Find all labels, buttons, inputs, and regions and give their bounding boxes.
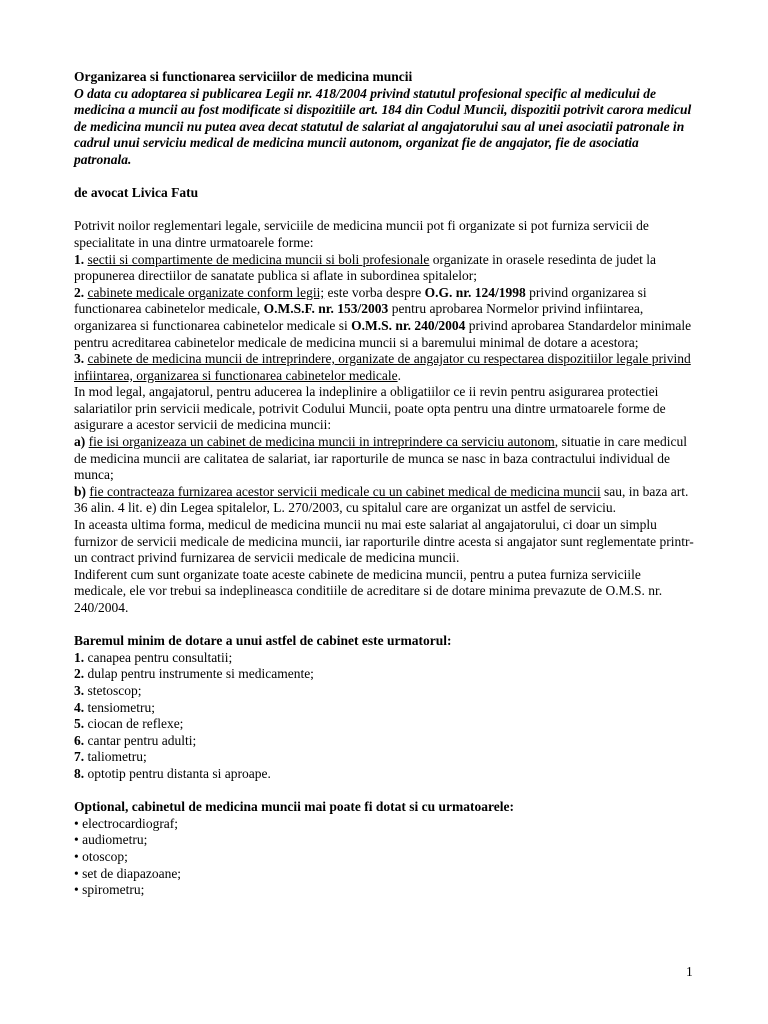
list-item: 6. cantar pentru adulti; (74, 732, 197, 748)
option-a (74, 434, 696, 484)
accreditation-paragraph: Indiferent cum sunt organizate toate aceste cabinete de medicina muncii, pentru a putea furniza serviciile medicale, ele vor trebui sa indeplineasca conditiile de acreditare si de dotare minima prevazute de O.M.S. nr. 240/2004. (74, 566, 663, 615)
optional-heading: Optional, cabinetul de medicina muncii mai poate fi dotat si cu urmatoarele: (74, 799, 514, 815)
list-item: 4. tensiometru; (74, 699, 155, 715)
form-underlined-text: sectii si compartimente de medicina muncii si boli profesionale (87, 251, 430, 267)
option-text: , situatie in care medicul de medicina muncii are calitatea de salariat, iar raporturile de munca se nasc in baza contractului individual de munca; (74, 434, 688, 483)
article-title: Organizarea si functionarea serviciilor de medicina muncii (74, 69, 413, 84)
form-text: pentru aprobarea Normelor privind infiintarea, organizarea si functionarea cabinetelor medicale si (74, 301, 644, 333)
form-number: 1. (74, 251, 85, 267)
form-number: 2. (74, 284, 85, 300)
form-text: privind aprobarea Standardelor minimale pentru acreditarea cabinetelor medicale de medicina muncii si a baremului minimal de dotare a acestora; (74, 317, 692, 350)
law-reference: O.G. nr. 124/1998 (424, 284, 526, 300)
form-text: organizate in orasele resedinta de judet la propunerea directiilor de sanatate publica si aflate in subordinea spitalelor; (74, 251, 656, 284)
bullet-item: • electrocardiograf; (74, 815, 179, 831)
option-label: b) (74, 483, 87, 499)
intro-paragraph: Potrivit noilor reglementari legale, serviciile de medicina muncii pot fi organizate si pot furniza servicii de specialitate in una dintre urmatoarele forme: (74, 218, 649, 250)
form-item-3 (74, 351, 696, 384)
bullet-item: • audiometru; (74, 832, 148, 848)
form-text: . (397, 367, 401, 383)
bullet-icon: • (74, 848, 79, 864)
document-body (74, 69, 696, 899)
list-item: 7. taliometru; (74, 749, 147, 765)
page-number: 1 (686, 964, 693, 979)
form-underlined-text: cabinete medicale organizate conform legii; (87, 284, 325, 300)
bullet-item: • spirometru; (74, 882, 145, 898)
list-item: 3. stetoscop; (74, 682, 142, 698)
last-form-paragraph: In aceasta ultima forma, medicul de medicina muncii nu mai este salariat al angajatorului, ci doar un simplu furnizor de servicii medicale de medicina muncii, iar raporturile dintre acesta si angajator sunt reglementate printr-un contract privind furnizarea de servicii medicale de medicina muncii. (74, 517, 694, 566)
form-text: este vorba despre (324, 284, 425, 300)
list-item: 1. canapea pentru consultatii; (74, 649, 233, 665)
bullet-icon: • (74, 832, 79, 848)
list-item: 5. ciocan de reflexe; (74, 716, 184, 732)
form-text: privind organizarea si functionarea cabinetelor medicale, (74, 284, 647, 317)
bullet-item: • otoscop; (74, 848, 128, 864)
option-underlined-text: fie isi organizeaza un cabinet de medicina muncii in intreprindere ca serviciu autonom (88, 434, 555, 450)
form-item-1 (74, 252, 696, 285)
option-label: a) (74, 434, 86, 450)
bullet-icon: • (74, 815, 79, 831)
option-text: sau, in baza art. 36 alin. 4 lit. e) din Legea spitalelor, L. 270/2003, cu spitalul care are organizat un astfel de serviciu. (74, 483, 689, 516)
legal-paragraph: In mod legal, angajatorul, pentru aducerea la indeplinire a obligatiilor ce ii revin pentru asigurarea protectiei salariatilor prin servicii medicale, potrivit Codului Muncii, poate opta pentru una dintre urmatoarele forme de asigurare a acestor servicii de medicina muncii: (74, 384, 666, 433)
law-reference: O.M.S. nr. 240/2004 (351, 317, 466, 333)
option-b (74, 484, 696, 517)
law-reference: O.M.S.F. nr. 153/2003 (263, 301, 389, 317)
option-underlined-text: fie contracteaza furnizarea acestor servicii medicale cu un cabinet medical de medicina muncii (89, 483, 601, 499)
list-item: 2. dulap pentru instrumente si medicamente; (74, 666, 314, 682)
article-lead: O data cu adoptarea si publicarea Legii nr. 418/2004 privind statutul profesional specific al medicului de medicina a muncii au fost modificate si dispozitiile art. 184 din Codul Muncii, dispozitii potrivit carora medicul de medicina muncii nu putea avea decat statutul de salariat al angajatorului sau al unei asociatii patronale in cadrul unui serviciu medical de medicina muncii autonom, organizat fie de angajator, fie de asociatia patronala. (74, 85, 692, 167)
list-item: 8. optotip pentru distanta si aproape. (74, 765, 271, 781)
bullet-item: • set de diapazoane; (74, 865, 182, 881)
form-underlined-text: cabinete de medicina muncii de intreprindere, organizate de angajator cu respectarea dispozitiilor legale privind infiintarea, organizarea si functionarea cabinetelor medicale (74, 351, 691, 383)
bullet-icon: • (74, 865, 79, 881)
form-number: 3. (74, 351, 85, 367)
form-item-2 (74, 285, 696, 351)
author-line: de avocat Livica Fatu (74, 185, 199, 201)
bullet-icon: • (74, 882, 79, 898)
barem-heading: Baremul minim de dotare a unui astfel de cabinet este urmatorul: (74, 633, 452, 649)
